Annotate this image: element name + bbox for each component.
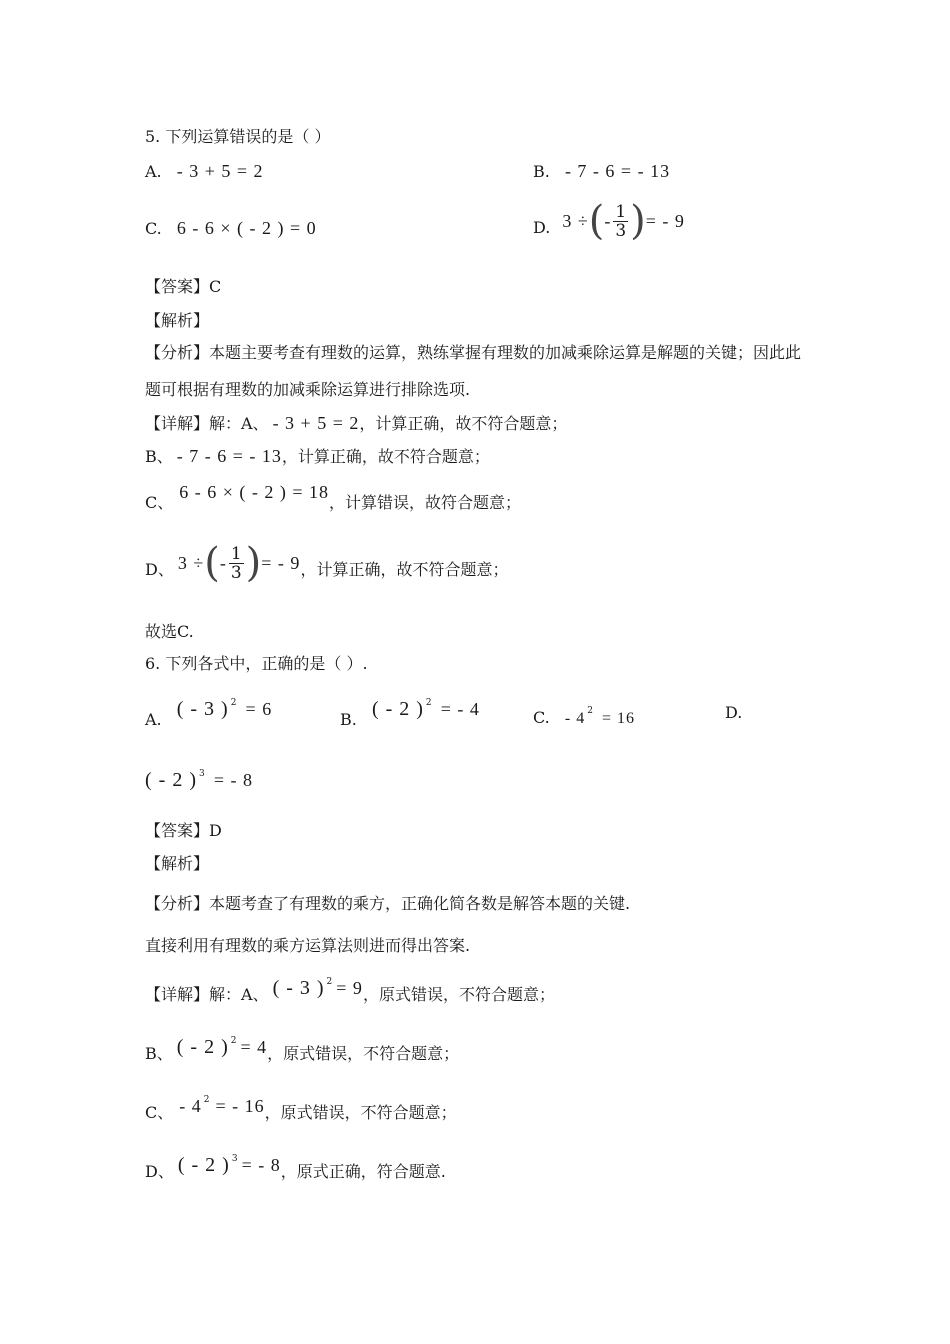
math-expression: - 7 - 6 = - 13 <box>176 446 282 466</box>
q6-detail-c <box>145 1096 457 1123</box>
math-sign: - <box>219 553 227 573</box>
math-exponent: 2 <box>326 977 333 987</box>
math-base: ( - 2 ) <box>371 698 424 720</box>
math-exponent: 2 <box>587 706 593 716</box>
math-expression: = - 9 <box>645 211 685 231</box>
q5-option-c <box>145 218 317 239</box>
math-expression: = 6 <box>245 699 273 719</box>
detail-tail: ，原式错误，不符合题意； <box>267 1044 460 1063</box>
q5-detail-b <box>145 446 490 467</box>
q6-detail-b <box>145 1037 459 1064</box>
math-base: ( - 2 ) <box>176 1036 229 1058</box>
left-paren: ( <box>204 540 220 586</box>
math-expression: = - 8 <box>213 770 253 790</box>
q6-method: 直接利用有理数的乘方运算法则进而得出答案. <box>145 936 471 955</box>
detail-prefix: C、 <box>145 1103 174 1122</box>
q6-option-d <box>725 703 742 723</box>
option-label: C. <box>533 708 550 727</box>
q5-stem: 5. 下列运算错误的是（ ） <box>145 127 331 146</box>
right-paren: ) <box>630 198 646 244</box>
detail-prefix: D、 <box>145 1162 174 1181</box>
detail-tail: ，计算正确，故不符合题意； <box>281 447 490 466</box>
fraction-denominator: 3 <box>615 220 627 241</box>
math-exponent: 2 <box>425 698 432 708</box>
math-expression: - 3 + 5 = 2 <box>272 413 360 433</box>
math-sign: - <box>604 211 612 231</box>
math-expression: 3 ÷ <box>562 211 589 231</box>
q6-stem: 6. 下列各式中，正确的是（ ）. <box>145 654 368 673</box>
q6-option-d-expression <box>145 764 253 791</box>
math-expression: 3 ÷ <box>177 553 205 573</box>
detail-prefix: B、 <box>145 1044 173 1063</box>
option-label: B. <box>340 710 357 729</box>
math-expression: 6 - 6 × ( - 2 ) = 0 <box>176 218 317 238</box>
detail-prefix: D、 <box>145 560 174 579</box>
q5-analysis-title: 【解析】 <box>145 311 210 330</box>
math-expression: = 16 <box>602 710 636 727</box>
detail-tail: ，计算正确，故不符合题意； <box>359 414 568 433</box>
option-label: D. <box>533 218 551 237</box>
math-base: ( - 3 ) <box>272 977 325 999</box>
math-exponent: 2 <box>203 1095 210 1105</box>
detail-tail: ，计算正确，故不符合题意； <box>300 560 509 579</box>
detail-prefix: C、 <box>145 493 174 512</box>
option-label: A. <box>145 162 162 181</box>
q6-fenxi: 【分析】本题考查了有理数的乘方，正确化简各数是解答本题的关键. <box>145 894 631 913</box>
math-exponent: 2 <box>230 1036 237 1046</box>
q5-option-d <box>533 198 685 244</box>
option-label: C. <box>145 219 162 238</box>
detail-prefix: B、 <box>145 447 173 466</box>
math-expression: = 4 <box>240 1037 268 1057</box>
math-base: ( - 2 ) <box>145 769 197 791</box>
detail-tail: ，原式错误，不符合题意； <box>362 985 555 1004</box>
q5-answer: 【答案】C <box>145 277 222 296</box>
math-expression: - 7 - 6 = - 13 <box>564 161 671 181</box>
fraction-numerator: 1 <box>230 543 242 564</box>
fraction <box>613 203 628 240</box>
math-exponent: 2 <box>230 698 237 708</box>
q6-answer: 【答案】D <box>145 821 222 840</box>
detail-tail: ，原式错误，不符合题意； <box>264 1103 457 1122</box>
math-exponent: 3 <box>198 769 205 779</box>
q6-option-b <box>340 693 480 729</box>
math-base: ( - 2 ) <box>177 1154 230 1176</box>
q6-option-c <box>533 701 635 729</box>
option-label: A. <box>145 710 162 729</box>
math-expression: = - 4 <box>440 699 480 719</box>
option-label: D. <box>725 703 743 722</box>
math-base: - 4 <box>179 1096 202 1116</box>
q6-detail-d <box>145 1155 446 1182</box>
option-label: B. <box>533 162 550 181</box>
math-expression: = - 8 <box>241 1155 281 1175</box>
q5-conclusion: 故选C. <box>145 622 194 641</box>
right-paren: ) <box>245 540 262 586</box>
q5-option-a <box>145 161 264 182</box>
q5-fenxi-line1: 【分析】本题主要考查有理数的运算，熟练掌握有理数的加减乘除运算是解题的关键；因此此 <box>145 343 802 362</box>
q5-detail-c <box>145 482 522 513</box>
q5-detail-a <box>145 413 567 434</box>
fraction-numerator: 1 <box>615 201 627 222</box>
left-paren: ( <box>588 198 605 244</box>
q6-detail-a <box>145 978 555 1005</box>
detail-tail: ，原式正确，符合题意. <box>280 1162 446 1181</box>
math-expression: 6 - 6 × ( - 2 ) = 18 <box>179 482 330 502</box>
math-expression: - 3 + 5 = 2 <box>176 161 264 181</box>
q6-option-a <box>145 693 273 729</box>
q5-option-b <box>533 161 670 182</box>
math-base: ( - 3 ) <box>176 698 229 720</box>
math-base: - 4 <box>564 710 586 727</box>
detail-prefix: 【详解】解：A、 <box>145 414 269 433</box>
fraction <box>229 545 244 582</box>
math-expression: = - 9 <box>261 553 301 573</box>
q5-fenxi-line2: 题可根据有理数的加减乘除运算进行排除选项. <box>145 380 471 399</box>
fraction-denominator: 3 <box>230 562 242 583</box>
math-expression: = - 16 <box>215 1096 265 1116</box>
math-expression: = 9 <box>336 978 363 998</box>
math-exponent: 3 <box>231 1154 238 1164</box>
q5-detail-d <box>145 540 508 586</box>
detail-tail: ，计算错误，故符合题意； <box>329 493 522 512</box>
detail-prefix: 【详解】解：A、 <box>145 985 269 1004</box>
q6-analysis-title: 【解析】 <box>145 854 210 873</box>
